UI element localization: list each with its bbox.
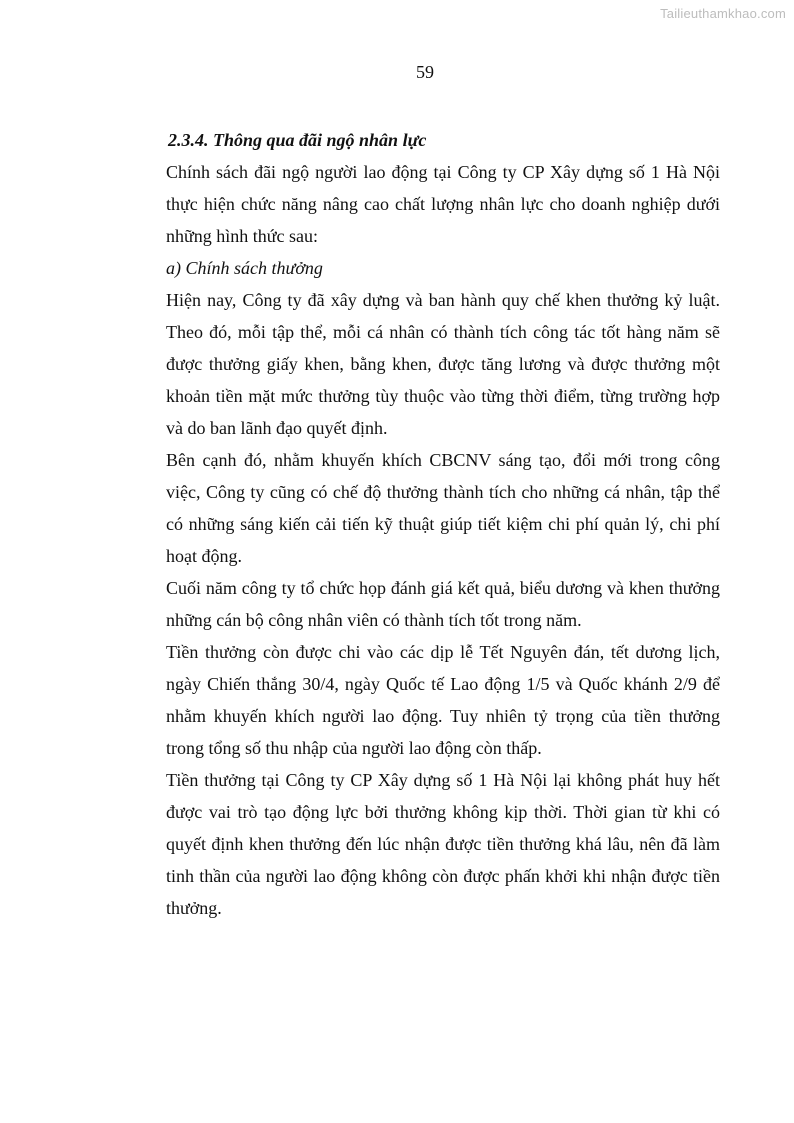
watermark-text: Tailieuthamkhao.com bbox=[660, 6, 786, 21]
paragraph-innovation-bonus: Bên cạnh đó, nhằm khuyến khích CBCNV sáng tạo, đổi mới trong công việc, Công ty cũng có chế độ thưởng thành tích cho những cá nhân, tập thể có những sáng kiến cải tiến kỹ thuật giúp tiết kiệm chi phí quản lý, chi phí hoạt động. bbox=[166, 450, 720, 566]
paragraph-holiday-bonus: Tiền thưởng còn được chi vào các dịp lễ Tết Nguyên đán, tết dương lịch, ngày Chiến thắng 30/4, ngày Quốc tế Lao động 1/5 và Quốc khánh 2/9 để nhằm khuyến khích người lao động. Tuy nhiên tỷ trọng của tiền thưởng trong tổng số thu nhập của người lao động còn thấp. bbox=[166, 642, 720, 758]
paragraph-bonus-delay: Tiền thưởng tại Công ty CP Xây dựng số 1 Hà Nội lại không phát huy hết được vai trò tạo động lực bởi thưởng không kịp thời. Thời gian từ khi có quyết định khen thưởng đến lúc nhận được tiền thưởng khá lâu, nên đã làm tinh thần của người lao động không còn được phấn khởi khi nhận được tiền thưởng. bbox=[166, 770, 720, 918]
subheading-bonus-policy: a) Chính sách thưởng bbox=[166, 258, 323, 278]
paragraph-regulation: Hiện nay, Công ty đã xây dựng và ban hành quy chế khen thưởng kỷ luật. Theo đó, mỗi tập thể, mỗi cá nhân có thành tích công tác tốt hàng năm sẽ được thưởng giấy khen, bằng khen, được tăng lương và được thưởng một khoản tiền mặt mức thưởng tùy thuộc vào từng thời điểm, từng trường hợp và do ban lãnh đạo quyết định. bbox=[166, 290, 720, 438]
document-body bbox=[168, 124, 720, 924]
section-heading: 2.3.4. Thông qua đãi ngộ nhân lực bbox=[168, 130, 427, 150]
paragraph-year-end-review: Cuối năm công ty tổ chức họp đánh giá kết quả, biểu dương và khen thưởng những cán bộ công nhân viên có thành tích tốt trong năm. bbox=[166, 578, 720, 630]
intro-paragraph: Chính sách đãi ngộ người lao động tại Công ty CP Xây dựng số 1 Hà Nội thực hiện chức năng nâng cao chất lượng nhân lực cho doanh nghiệp dưới những hình thức sau: bbox=[166, 162, 720, 246]
page-number: 59 bbox=[416, 62, 434, 82]
